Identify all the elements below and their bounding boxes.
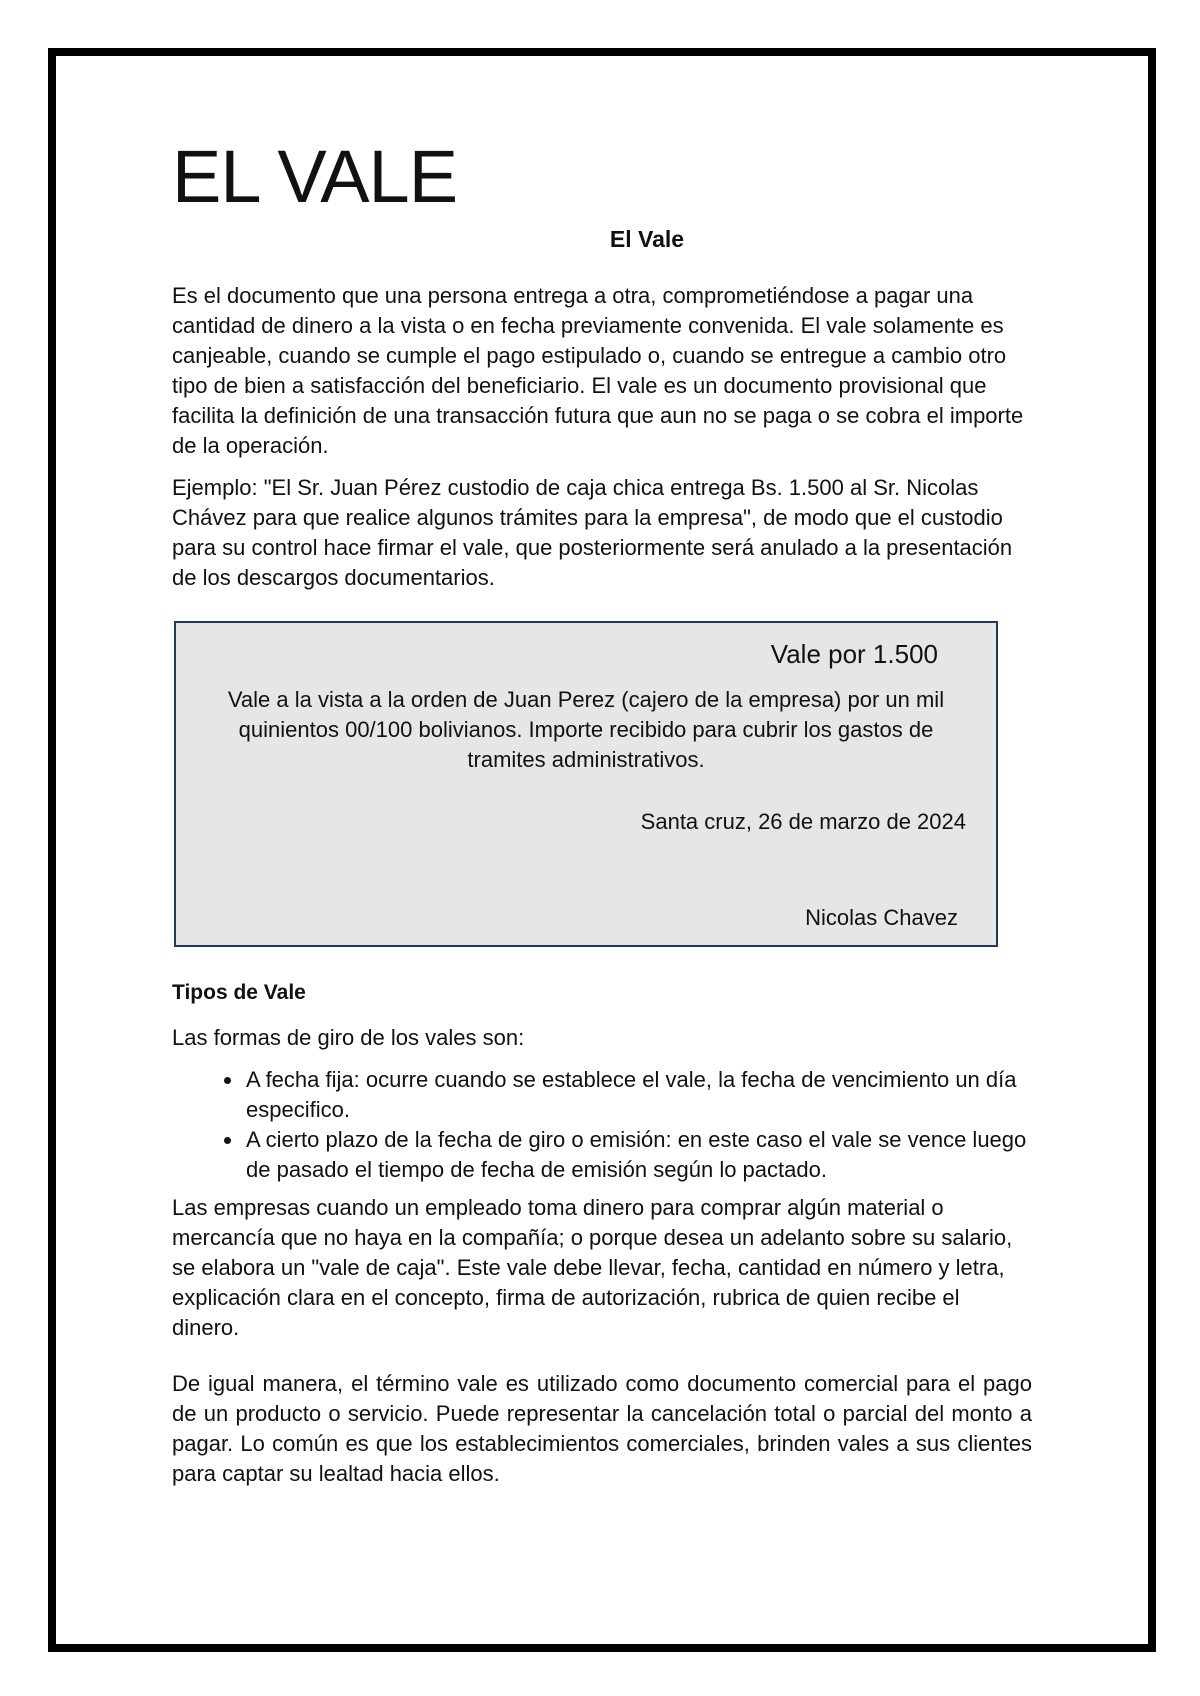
types-list — [172, 1065, 1032, 1185]
voucher-box — [174, 621, 998, 947]
types-intro: Las formas de giro de los vales son: — [172, 1025, 525, 1050]
voucher-signature: Nicolas Chavez — [805, 905, 958, 930]
list-item: • A fecha fija: ocurre cuando se establece el vale, la fecha de vencimiento un día especifico. — [244, 1065, 1032, 1125]
document-heading: EL VALE — [172, 135, 458, 218]
companies-paragraph: Las empresas cuando un empleado toma dinero para comprar algún material o mercancía que no haya en la compañía; o porque desea un adelanto sobre su salario, se elabora un "vale de caja". Este vale debe llevar, fecha, cantidad en número y letra, explicación clara en el concepto, firma de autorización, rubrica de quien recibe el dinero. — [172, 1195, 1013, 1340]
list-item: • A cierto plazo de la fecha de giro o emisión: en este caso el vale se vence luego de pasado el tiempo de fecha de emisión según lo pactado. — [244, 1125, 1032, 1185]
types-section-title: Tipos de Vale — [172, 981, 306, 1004]
document-subtitle: El Vale — [609, 226, 685, 252]
example-paragraph: Ejemplo: "El Sr. Juan Pérez custodio de caja chica entrega Bs. 1.500 al Sr. Nicolas Chávez para que realice algunos trámites para la empresa", de modo que el custodio para su control hace firmar el vale, que posteriormente será anulado a la presentación de los descargos documentarios. — [172, 475, 1013, 590]
voucher-title: Vale por 1.500 — [770, 639, 938, 669]
voucher-body: Vale a la vista a la orden de Juan Perez (cajero de la empresa) por un mil quinientos 00/100 bolivianos. Importe recibido para cubrir los gastos de tramites administrativos. — [227, 687, 945, 772]
intro-paragraph: Es el documento que una persona entrega a otra, comprometiéndose a pagar una cantidad de dinero a la vista o en fecha previamente convenida. El vale solamente es canjeable, cuando se cumple el pago estipulado o, cuando se entregue a cambio otro tipo de bien a satisfacción del beneficiario. El vale es un documento provisional que facilita la definición de una transacción futura que aun no se paga o se cobra el importe de la operación. — [172, 283, 1024, 458]
document-content — [172, 135, 1032, 1501]
voucher-date: Santa cruz, 26 de marzo de 2024 — [640, 809, 966, 834]
commercial-paragraph: De igual manera, el término vale es utilizado como documento comercial para el pago de un producto o servicio. Puede representar la cancelación total o parcial del monto a pagar. Lo común es que los establecimientos comerciales, brinden vales a sus clientes para captar su lealtad hacia ellos. — [172, 1371, 1032, 1486]
